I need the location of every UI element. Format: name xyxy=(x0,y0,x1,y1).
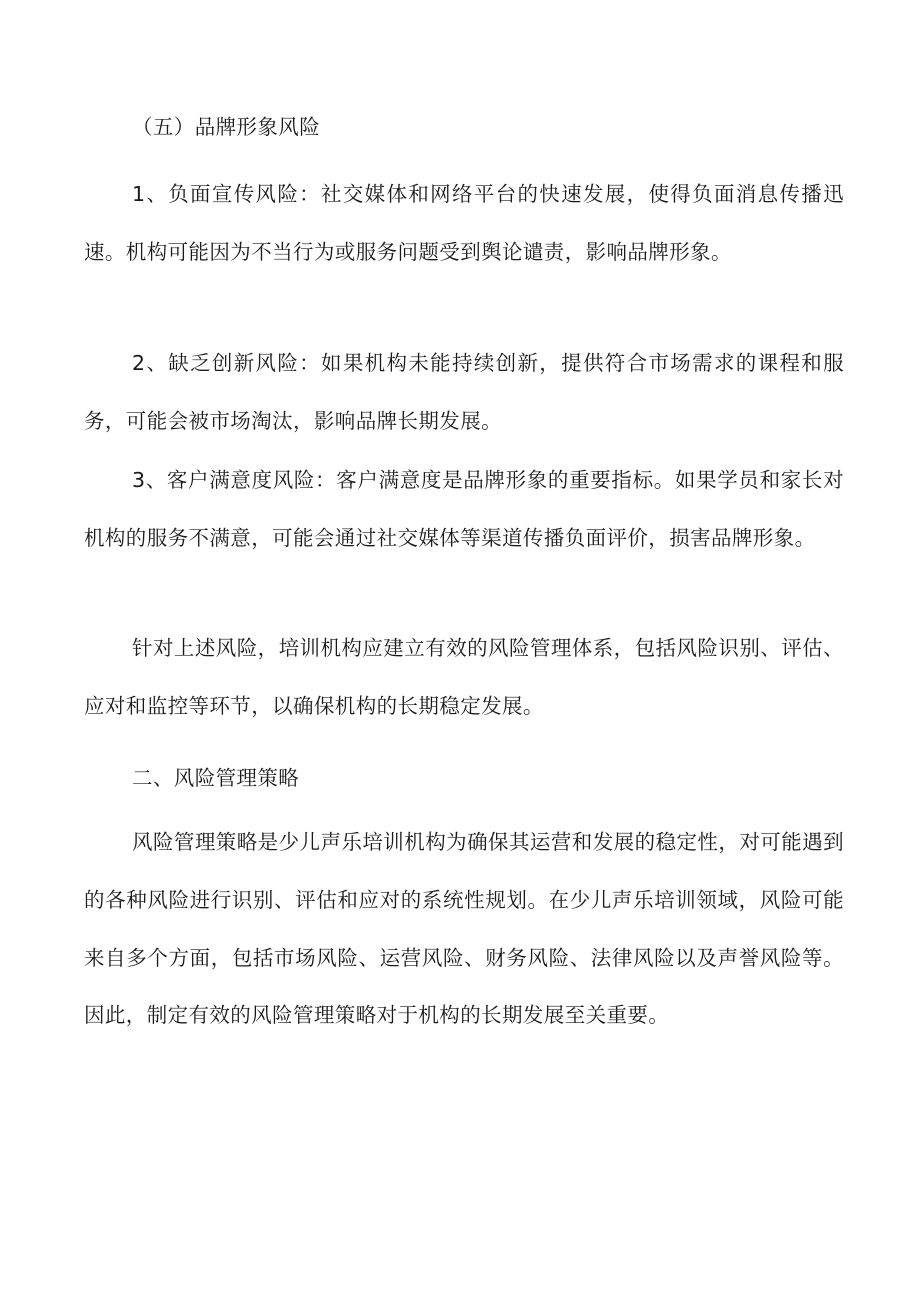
paragraph-negative-publicity: 1、负面宣传风险：社交媒体和网络平台的快速发展，使得负面消息传播迅速。机构可能因为不当行为或服务问题受到舆论谴责，影响品牌形象。 xyxy=(84,182,844,264)
paragraph-risk-summary: 针对上述风险，培训机构应建立有效的风险管理体系，包括风险识别、评估、应对和监控等环节，以确保机构的长期稳定发展。 xyxy=(84,636,844,718)
paragraph-innovation-risk: 2、缺乏创新风险：如果机构未能持续创新，提供符合市场需求的课程和服务，可能会被市场淘汰，影响品牌长期发展。 xyxy=(84,351,844,433)
paragraph-strategy-intro: 风险管理策略是少儿声乐培训机构为确保其运营和发展的稳定性，对可能遇到的各种风险进行识别、评估和应对的系统性规划。在少儿声乐培训领域，风险可能来自多个方面，包括市场风险、运营风险、财务风险、法律风险以及声誉风险等。因此，制定有效的风险管理策略对于机构的长期发展至关重要。 xyxy=(84,830,844,1028)
section-heading-brand-risk: （五）品牌形象风险 xyxy=(132,115,321,139)
section-heading-risk-strategy: 二、风险管理策略 xyxy=(132,766,300,790)
paragraph-satisfaction-risk: 3、客户满意度风险：客户满意度是品牌形象的重要指标。如果学员和家长对机构的服务不满意，可能会通过社交媒体等渠道传播负面评价，损害品牌形象。 xyxy=(84,468,844,550)
